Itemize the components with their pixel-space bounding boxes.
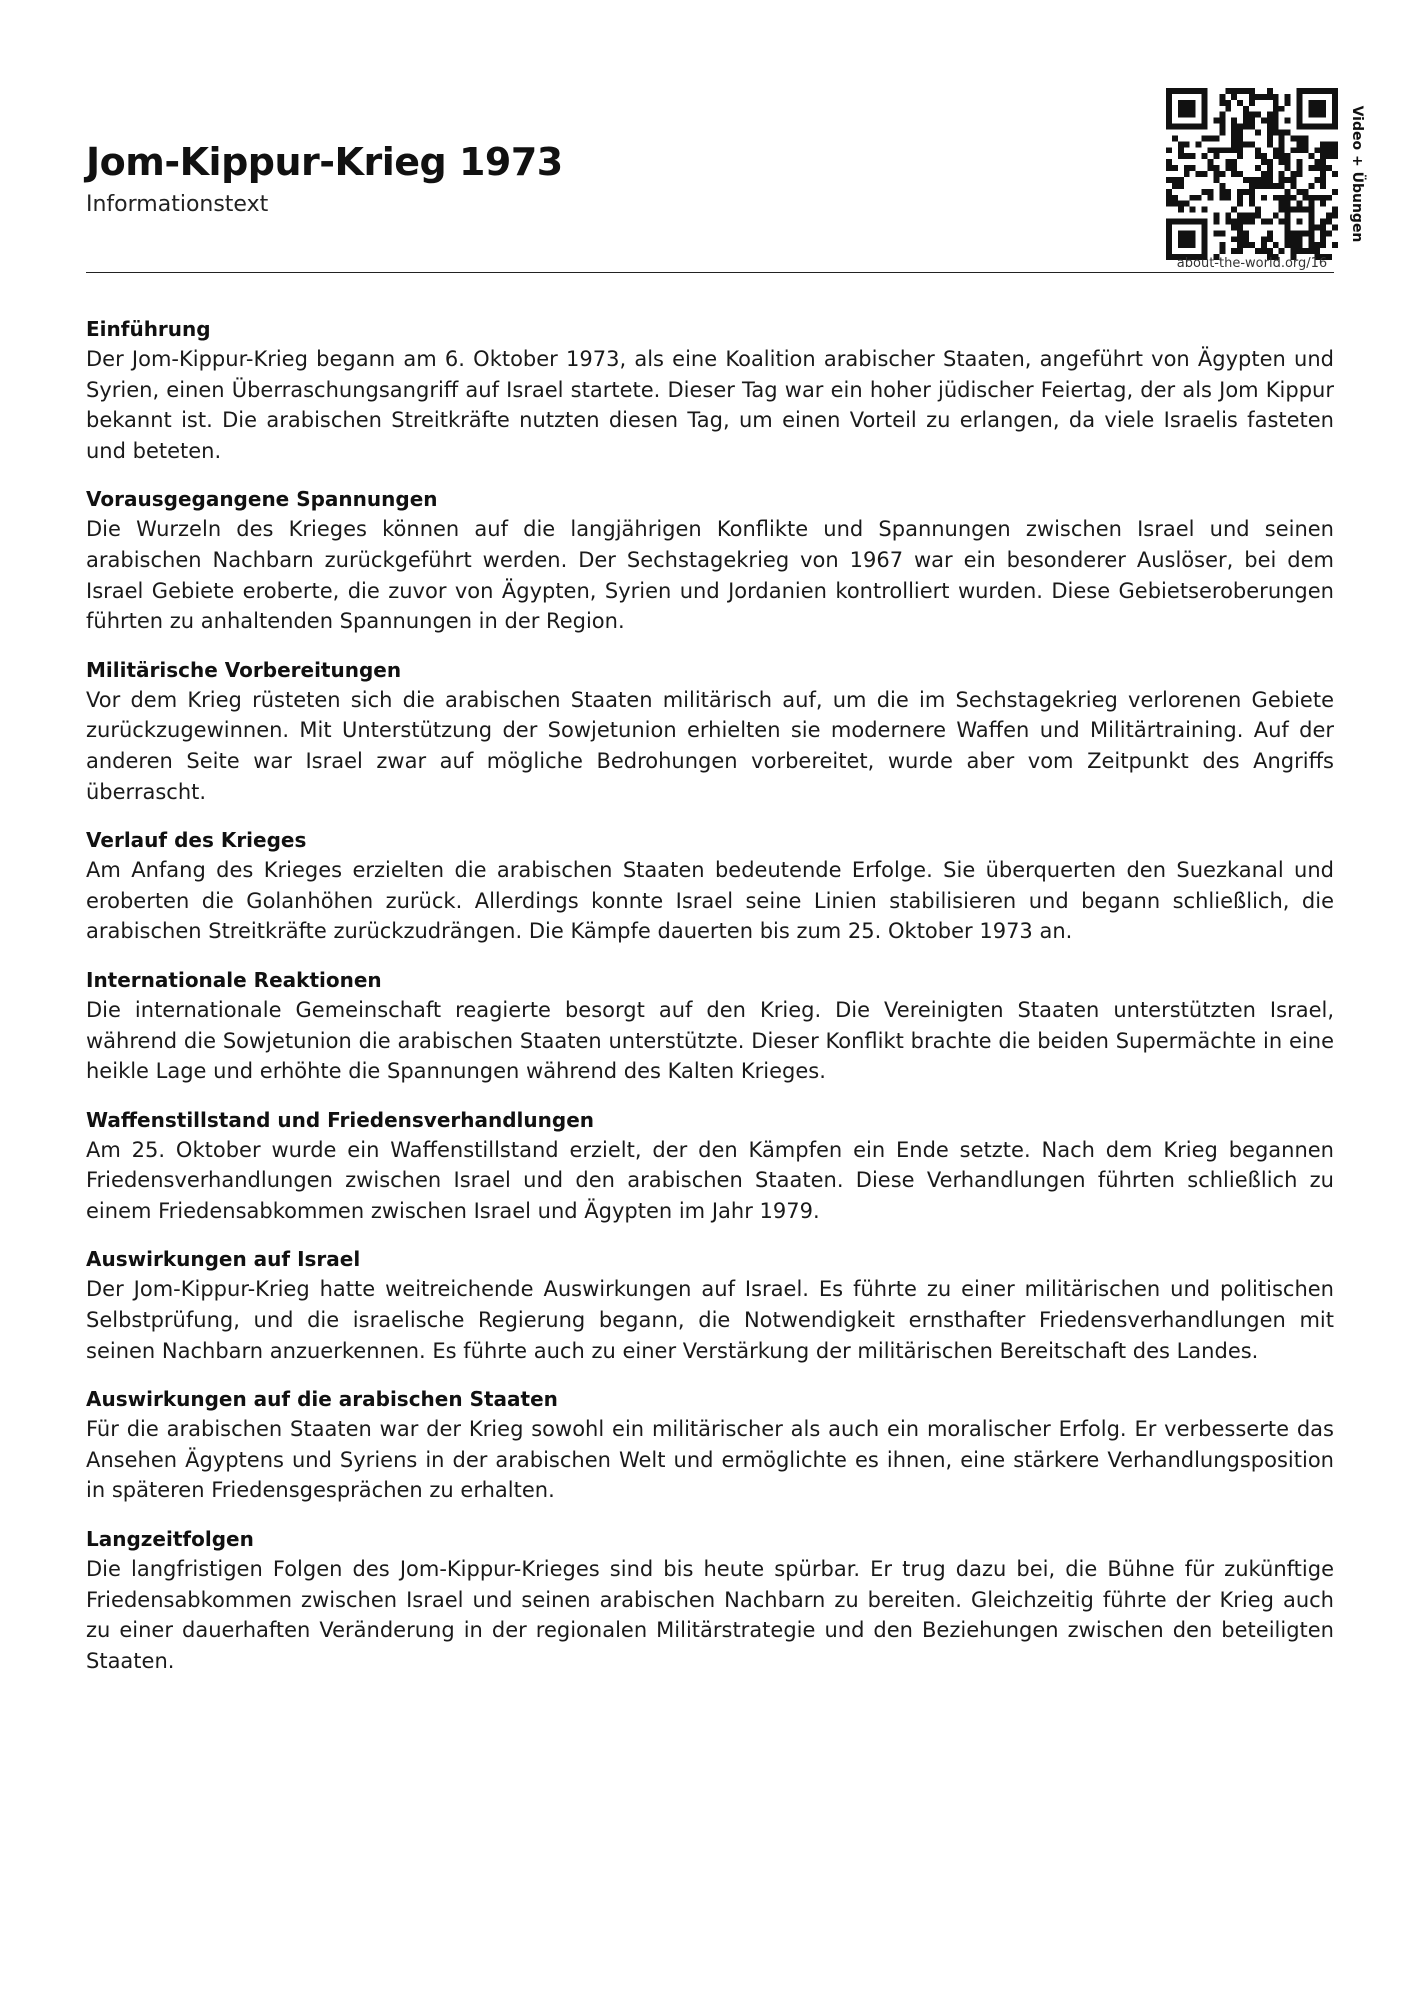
- qr-block: [1126, 88, 1365, 274]
- section-heading: Langzeitfolgen: [86, 1527, 254, 1552]
- section-heading: Internationale Reaktionen: [86, 967, 382, 992]
- section-text: Am 25. Oktober wurde ein Waffenstillstand erzielt, der den Kämpfen ein Ende setzte. Nach dem Krieg begannen Friedensverhandlungen zwischen Israel und den arabischen Staaten. Diese Verhandlungen führten schließlich zu einem Friedensabkommen zwischen Israel und Ägypten im Jahr 1979.: [86, 1137, 1334, 1223]
- page-subtitle: Informationstext: [86, 192, 269, 217]
- qr-side-label: [1344, 88, 1370, 260]
- page-header: [86, 88, 1365, 274]
- section-vorausgegangene-spannungen: [86, 484, 1334, 636]
- section-heading: Waffenstillstand und Friedensverhandlungen: [86, 1107, 595, 1132]
- section-auswirkungen-arabische-staaten: [86, 1384, 1334, 1506]
- section-heading: Militärische Vorbereitungen: [86, 657, 402, 682]
- page-title: Jom-Kippur-Krieg 1973: [86, 140, 563, 184]
- header-divider: [86, 272, 1334, 273]
- section-waffenstillstand: [86, 1105, 1334, 1227]
- section-text: Vor dem Krieg rüsteten sich die arabischen Staaten militärisch auf, um die im Sechstagekrieg verlorenen Gebiete zurückzugewinnen. Mit Unterstützung der Sowjetunion erhielten sie modernere Waffen und Militärtraining. Auf der anderen Seite war Israel zwar auf mögliche Bedrohungen vorbereitet, wurde aber vom Zeitpunkt des Angriffs überrascht.: [86, 687, 1334, 804]
- section-heading: Einführung: [86, 317, 211, 341]
- section-heading: Auswirkungen auf Israel: [86, 1247, 361, 1272]
- qr-side-label-text: Video + Übungen: [1349, 105, 1365, 243]
- section-text: Die Wurzeln des Krieges können auf die langjährigen Konflikte und Spannungen zwischen Israel und seinen arabischen Nachbarn zurückgeführt werden. Der Sechstagekrieg von 1967 war ein besonderer Auslöser, bei dem Israel Gebiete eroberte, die zuvor von Ägypten, Syrien und Jordanien kontrolliert wurden. Diese Gebietseroberungen führten zu anhaltenden Spannungen in der Region.: [86, 517, 1334, 634]
- section-text: Der Jom-Kippur-Krieg begann am 6. Oktober 1973, als eine Koalition arabischer Staaten, angeführt von Ägypten und Syrien, einen Überraschungsangriff auf Israel startete. Dieser Tag war ein hoher jüdischer Feiertag, der als Jom Kippur bekannt ist. Die arabischen Streitkräfte nutzten diesen Tag, um einen Vorteil zu erlangen, da viele Israelis fasteten und beteten.: [86, 347, 1334, 463]
- section-text: Die internationale Gemeinschaft reagierte besorgt auf den Krieg. Die Vereinigten Staaten unterstützten Israel, während die Sowjetunion die arabischen Staaten unterstützte. Dieser Konflikt brachte die beiden Supermächte in eine heikle Lage und erhöhte die Spannungen während des Kalten Krieges.: [86, 997, 1334, 1084]
- article-body: [86, 314, 1334, 1694]
- section-verlauf-des-krieges: [86, 825, 1334, 947]
- section-heading: Verlauf des Krieges: [86, 828, 307, 853]
- section-langzeitfolgen: [86, 1524, 1334, 1676]
- qr-url[interactable]: about-the-world.org/16: [1176, 256, 1328, 271]
- section-text: Die langfristigen Folgen des Jom-Kippur-Krieges sind bis heute spürbar. Er trug dazu bei, die Bühne für zukünftige Friedensabkommen zwischen Israel und seinen arabischen Nachbarn zu bereiten. Gleichzeitig führte der Krieg auch zu einer dauerhaften Veränderung in der regionalen Militärstrategie und den Beziehungen zwischen den beteiligten Staaten.: [86, 1557, 1334, 1673]
- section-auswirkungen-israel: [86, 1244, 1334, 1366]
- section-einfuehrung: [86, 314, 1334, 466]
- section-internationale-reaktionen: [86, 965, 1334, 1087]
- section-heading: Vorausgegangene Spannungen: [86, 487, 438, 512]
- section-heading: Auswirkungen auf die arabischen Staaten: [86, 1387, 558, 1412]
- qr-code-icon[interactable]: [1166, 88, 1338, 260]
- section-text: Für die arabischen Staaten war der Krieg sowohl ein militärischer als auch ein moralischer Erfolg. Er verbesserte das Ansehen Ägyptens und Syriens in der arabischen Welt und ermöglichte es ihnen, eine stärkere Verhandlungsposition in späteren Friedensgesprächen zu erhalten.: [86, 1417, 1334, 1503]
- section-text: Der Jom-Kippur-Krieg hatte weitreichende Auswirkungen auf Israel. Es führte zu einer militärischen und politischen Selbstprüfung, und die israelische Regierung begann, die Notwendigkeit ernsthafter Friedensverhandlungen mit seinen Nachbarn anzuerkennen. Es führte auch zu einer Verstärkung der militärischen Bereitschaft des Landes.: [86, 1277, 1334, 1363]
- section-militaerische-vorbereitungen: [86, 655, 1334, 807]
- section-text: Am Anfang des Krieges erzielten die arabischen Staaten bedeutende Erfolge. Sie überquerten den Suezkanal und eroberten die Golanhöhen zurück. Allerdings konnte Israel seine Linien stabilisieren und begann schließlich, die arabischen Streitkräfte zurückzudrängen. Die Kämpfe dauerten bis zum 25. Oktober 1973 an.: [86, 858, 1334, 944]
